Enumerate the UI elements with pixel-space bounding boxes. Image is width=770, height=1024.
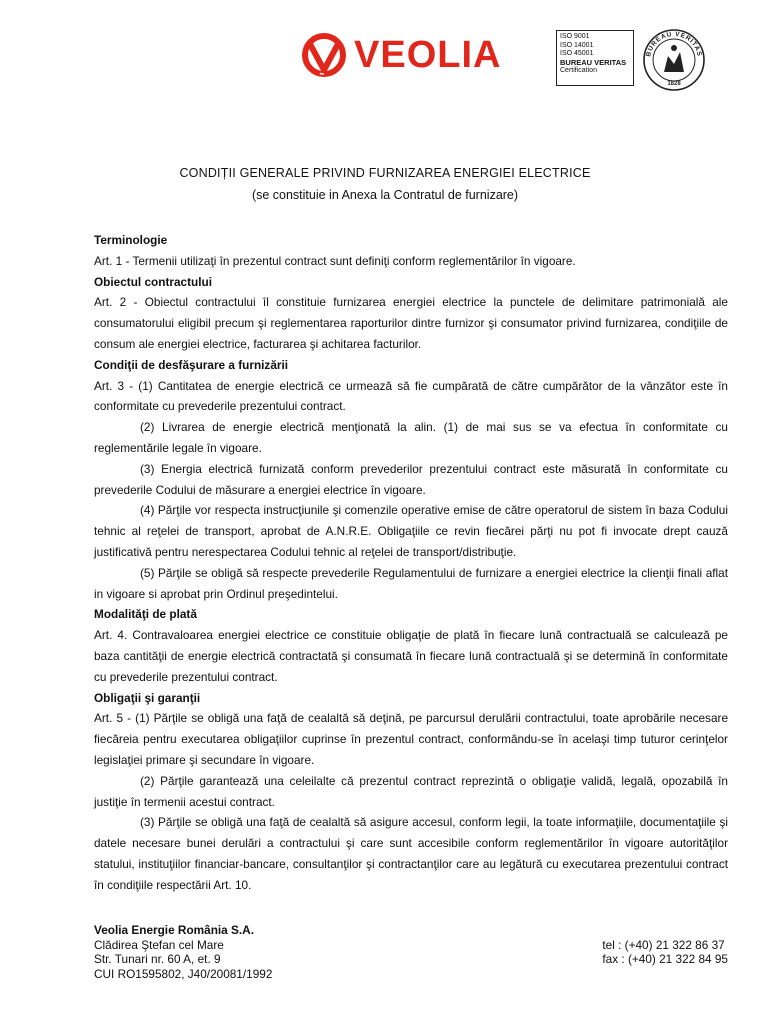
footer-fax: fax : (+40) 21 322 84 95: [602, 952, 728, 966]
footer-address-line: Clădirea Ştefan cel Mare: [94, 937, 224, 952]
article-subparagraph: (4) Părţile vor respecta instrucţiunile şi comenzile operative emise de către operatorul de sistem în baza Codului tehnic al reţelei de transport, aprobat de A.N.R.E. Obligaţiile ce revin fiecărei părţi nu pot fi invocate drept cauză justificativă pentru nerespectarea Codului tehnic al reţelei de transport/distribuţie.: [94, 503, 728, 559]
article-subparagraph: (2) Livrarea de energie electrică menţionată la alin. (1) de mai sus se va efectua în conformitate cu reglementările legale în vigoare.: [94, 420, 728, 455]
article-paragraph: Art. 4. Contravaloarea energiei electrice ce constituie obligaţie de plată în fiecare lună contractuală se calculează pe baza cantităţii de energie electrică contractată şi consumată în fiecare lună contractuală şi se determină în conformitate cu prevederile prezentului contract.: [94, 628, 728, 684]
section-heading: Condiţii de desfăşurare a furnizării: [94, 357, 289, 372]
document-title: CONDIȚII GENERALE PRIVIND FURNIZAREA ENERGIEI ELECTRICE: [179, 166, 591, 180]
footer-company: Veolia Energie România S.A.: [94, 923, 254, 937]
certification-block: [556, 30, 716, 90]
footer-tel: tel : (+40) 21 322 86 37: [602, 937, 725, 952]
section-heading: Terminologie: [94, 233, 168, 247]
article-paragraph: Art. 1 - Termenii utilizaţi în prezentul contract sunt definiţi conform reglementărilor în vigoare.: [94, 253, 576, 268]
footer-contact: [602, 938, 728, 967]
veolia-logo: [300, 30, 501, 80]
section-heading: Modalităţi de plată: [94, 607, 197, 622]
article-paragraph: Art. 3 - (1) Cantitatea de energie electrică ce urmează să fie cumpărată de către cumpărător de la vânzător este în conformitate cu prevederile prezentului contract.: [94, 378, 728, 414]
document-body: [94, 230, 728, 896]
bureau-veritas-seal-icon: [642, 28, 706, 92]
cert-label: Certification: [560, 67, 597, 74]
footer-address-line: CUI RO1595802, J40/20081/1992: [94, 966, 273, 981]
article-subparagraph: (3) Energia electrică furnizată conform prevederilor prezentului contract este măsurată în conformitate cu prevederile Codului de măsurare a energiei electrice în vigoare.: [94, 461, 728, 497]
article-subparagraph: (3) Părţile se obligă una faţă de cealaltă să asigure accesul, conform legii, la toate informaţiile, documentaţiile şi datele necesare bunei derulări a contractului şi care sunt accesibile conform reglementărilor în vigoare autorităţilor statului, instituţiilor financiar-bancare, consultanţilor şi contractanţilor care au legătură cu executarea prezentului contract în condiţiile respectării Art. 10.: [94, 815, 728, 892]
section-heading: Obligaţii şi garanţii: [94, 690, 201, 705]
page-footer: [94, 923, 728, 981]
veolia-wordmark: VEOLIA: [354, 34, 502, 76]
footer-address-line: Str. Tunari nr. 60 A, et. 9: [94, 952, 221, 966]
cert-company: BUREAU VERITAS: [560, 57, 627, 67]
article-paragraph: Art. 2 - Obiectul contractului îl constituie furnizarea energiei electrice la punctele de delimitare patrimonială ale consumatorului eligibil precum şi reglementarea raporturilor dintre furnizor şi consumator privind furnizarea, condiţiile de consum ale energiei electrice, facturarea şi achitarea facturilor.: [94, 295, 728, 351]
document-subtitle: (se constituie in Anexa la Contratul de furnizare): [251, 188, 519, 202]
svg-text:BUREAU VERITAS: BUREAU VERITAS: [645, 30, 703, 58]
svg-text:1828: 1828: [667, 81, 681, 87]
iso-line: ISO 14001: [560, 41, 594, 49]
article-subparagraph: (2) Părţile garantează una celeilalte că prezentul contract reprezintă o obligaţie validă, legală, opozabilă în justiţie în termenii acestui contract.: [94, 773, 728, 809]
section-heading: Obiectul contractului: [94, 274, 212, 289]
iso-line: ISO 9001: [560, 33, 590, 40]
veolia-logo-icon: [300, 30, 350, 80]
iso-cert-box: [556, 30, 634, 86]
article-subparagraph: (5) Părţile se obligă să respecte prevederile Regulamentului de furnizare a energiei electrice la clienţii finali aflat in vigoare si aprobat prin Ordinul preşedintelui.: [94, 565, 728, 601]
article-paragraph: Art. 5 - (1) Părţile se obligă una faţă de cealaltă să deţină, pe parcursul derulării contractului, toate aprobările necesare fiecăreia pentru executarea obligaţiilor cuprinse în prezentul contract, conformându-se în acelaşi timp tuturor cerinţelor legislaţiei primare şi secundare în vigoare.: [94, 711, 728, 767]
iso-line: ISO 45001: [560, 50, 594, 57]
